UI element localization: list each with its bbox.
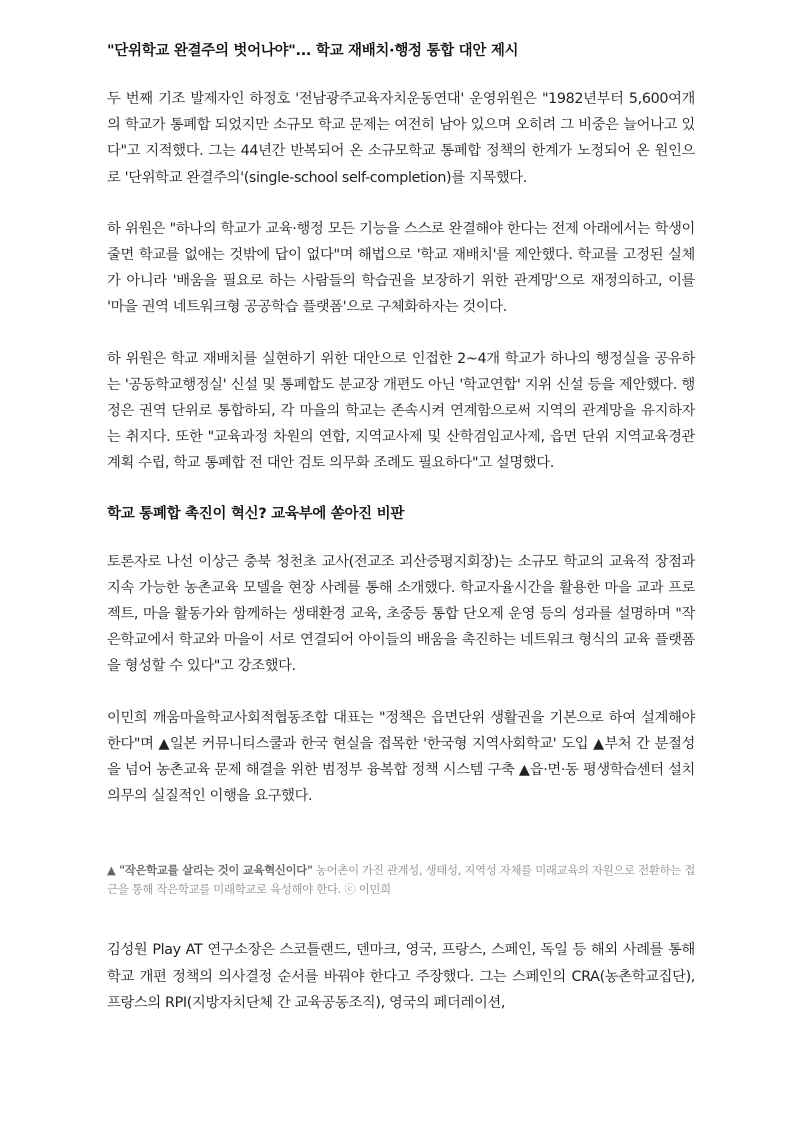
article-body: [107, 40, 695, 1016]
paragraph-2: 하 위원은 "하나의 학교가 교육·행정 모든 기능을 스스로 완결해야 한다는 전제 아래에서는 학생이 줄면 학교를 없애는 것밖에 답이 없다"며 해법으로 '학교 재배치'를 제안했다. 학교를 고정된 실체가 아니라 '배움을 필요로 하는 사람들의 학습권을 보장하기 위한 관계망'으로 재정의하고, 이를 '마을 권역 네트워크형 공공학습 플랫폼'으로 구체화하자는 것이다.: [107, 220, 695, 316]
paragraph-5: 이민희 깨움마을학교사회적협동조합 대표는 "정책은 읍면단위 생활권을 기본으로 하여 설계해야 한다"며 ▲일본 커뮤니티스쿨과 한국 현실을 접목한 '한국형 지역사회학교' 도입 ▲부처 간 분절성을 넘어 농촌교육 문제 해결을 위한 범정부 융복합 정책 시스템 구축 ▲읍·면·동 평생학습센터 설치 의무의 실질적인 이행을 요구했다.: [107, 709, 695, 805]
caption-credit: ⓒ 이민희: [341, 882, 391, 897]
caption-text: 농어촌이 가진 관계성, 생태성, 지역성 자체를 미래교육의 자원으로 전환하는 접근을 통해 작은학교를 미래학교로 육성해야 한다.: [107, 863, 696, 897]
paragraph-1: 두 번째 기조 발제자인 하정호 '전남광주교육자치운동연대' 운영위원은 "1982년부터 5,600여개의 학교가 통폐합 되었지만 소규모 학교 문제는 여전히 남아 있으며 오히려 그 비중은 늘어나고 있다"고 지적했다. 그는 44년간 반복되어 온 소규모학교 통폐합 정책의 한계가 노정되어 온 원인으로 '단위학교 완결주의'(single-school self-completion)를 지목했다.: [107, 91, 695, 186]
paragraph-6: 김성원 Play AT 연구소장은 스코틀랜드, 덴마크, 영국, 프랑스, 스페인, 독일 등 해외 사례를 통해 학교 개편 정책의 의사결정 순서를 바꿔야 한다고 주장했다. 그는 스페인의 CRA(농촌학교집단), 프랑스의 RPI(지방자치단체 간 교육공동조직), 영국의 페더레이션,: [107, 942, 695, 1011]
section-heading-2: 학교 통폐합 촉진이 혁신? 교육부에 쏟아진 비판: [107, 505, 405, 522]
photo-caption: [107, 861, 695, 899]
section-heading-1: "단위학교 완결주의 벗어나야"... 학교 재배치·행정 통합 대안 제시: [107, 43, 519, 59]
paragraph-3: 하 위원은 학교 재배치를 실현하기 위한 대안으로 인접한 2~4개 학교가 하나의 행정실을 공유하는 '공동학교행정실' 신설 및 통폐합도 분교장 개편도 아닌 '학교연합' 지위 신설 등을 제안했다. 행정은 권역 단위로 통합하되, 각 마을의 학교는 존속시켜 연계함으로써 지역의 관계망을 유지하자는 취지다. 또한 "교육과정 차원의 연합, 지역교사제 및 산학겸임교사제, 읍면 단위 지역교육경관계획 수립, 학교 통폐합 전 대안 검토 의무화 조례도 필요하다"고 설명했다.: [107, 350, 695, 472]
paragraph-4: 토론자로 나선 이상근 충북 청천초 교사(전교조 괴산증평지회장)는 소규모 학교의 교육적 장점과 지속 가능한 농촌교육 모델을 현장 사례를 통해 소개했다. 학교자율시간을 활용한 마을 교과 프로젝트, 마을 활동가와 함께하는 생태환경 교육, 초중등 통합 단오제 운영 등의 성과를 설명하며 "작은학교에서 학교와 마을이 서로 연결되어 아이들의 배움을 촉진하는 네트워크 형식의 교육 플랫폼을 형성할 수 있다"고 강조했다.: [107, 553, 695, 675]
caption-title: ▲ "작은학교를 살리는 것이 교육혁신이다": [107, 863, 313, 878]
